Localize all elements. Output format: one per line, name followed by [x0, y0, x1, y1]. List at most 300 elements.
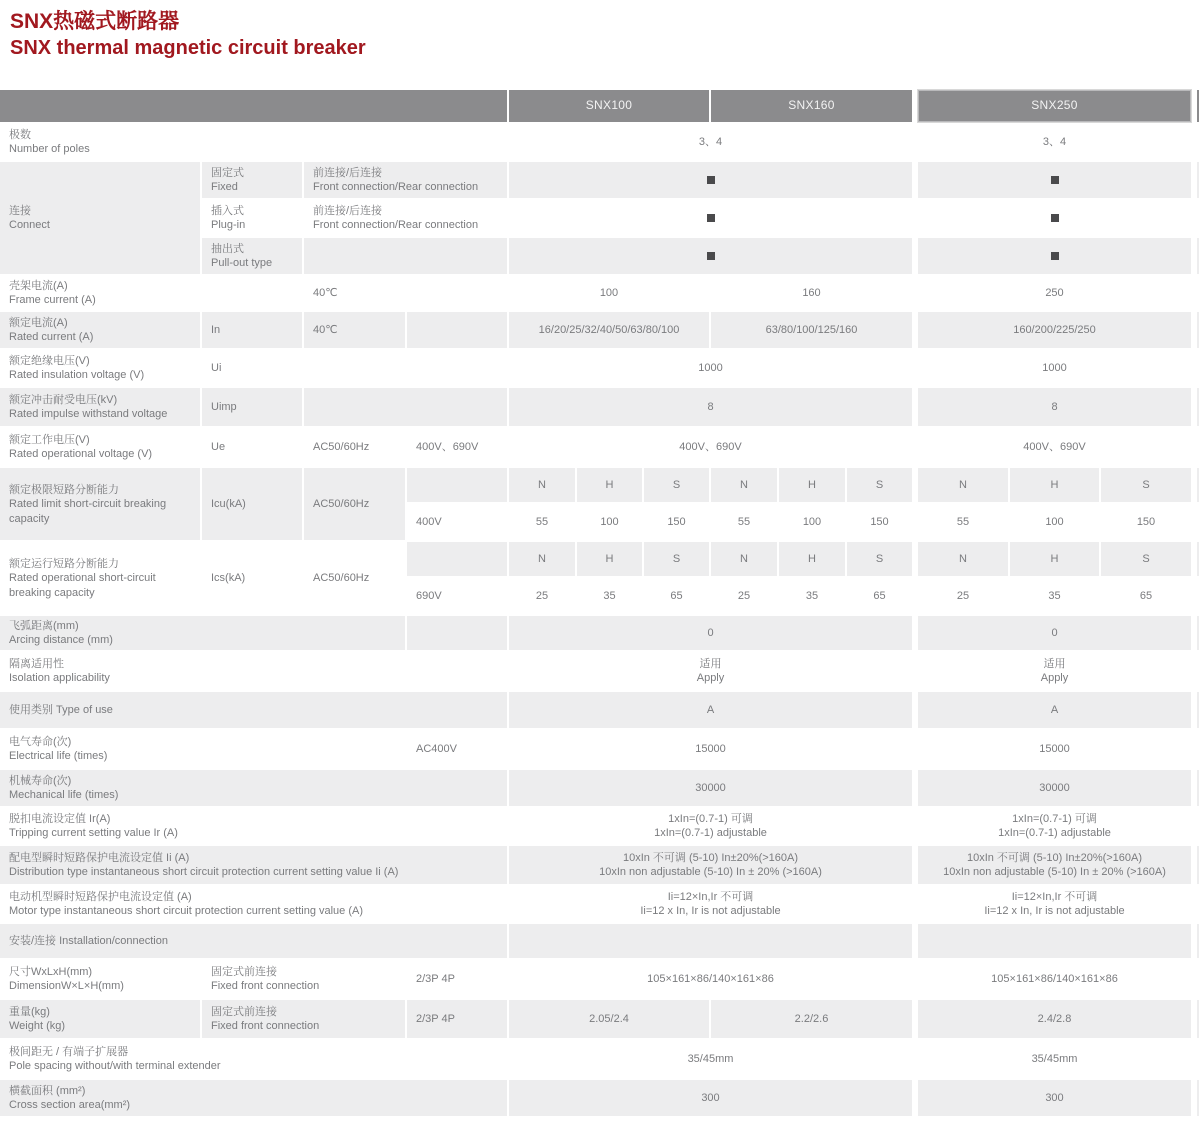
mechanical-life-label-cell: [0, 770, 507, 806]
cross-section-area-value-cell: [509, 1080, 912, 1116]
text-line: 35/45mm: [687, 1053, 734, 1066]
text-line: Fixed front connection: [211, 980, 320, 993]
text-line: N: [538, 479, 546, 492]
rated-impulse-withstand-voltage-value-cell: [509, 388, 912, 426]
empty-cell: [407, 542, 507, 576]
text-line: Rated operational short-circuit: [9, 572, 156, 585]
rated-current-value-cell: [711, 312, 912, 348]
empty-cell: [509, 924, 912, 958]
text-line: Ui: [211, 362, 222, 375]
isolation-applicability-value-cell: [509, 652, 912, 690]
connect-plug-in-label-cell: [304, 200, 507, 236]
text-line: 100: [1045, 516, 1064, 529]
text-line: Mechanical life (times): [9, 789, 119, 802]
rated-operational-voltage-value-cell: [509, 428, 912, 466]
page-title-en: SNX thermal magnetic circuit breaker: [10, 37, 366, 60]
text-line: Fixed: [211, 181, 238, 194]
pole-spacing-value-cell: [509, 1040, 912, 1078]
frame-current-value-cell: [711, 276, 912, 310]
text-line: 400V、690V: [416, 441, 479, 454]
text-line: 63/80/100/125/160: [765, 324, 858, 337]
text-line: 30000: [695, 782, 726, 795]
text-line: 前连接/后连接: [313, 166, 383, 179]
icu-400v-values-value-cell: [847, 504, 912, 540]
text-line: Weight (kg): [9, 1020, 66, 1033]
text-line: Rated limit short-circuit breaking: [9, 498, 167, 511]
icu-nhs-header-label-cell: [304, 468, 405, 540]
text-line: SNX250: [1031, 98, 1078, 113]
ics-690v-values-value-cell: [509, 578, 575, 614]
text-line: Uimp: [211, 401, 237, 414]
filled-square-icon: [1051, 214, 1059, 222]
text-line: 25: [737, 590, 751, 603]
text-line: 电气寿命(次): [9, 735, 72, 748]
text-line: 插入式: [211, 204, 244, 217]
rated-operational-voltage-value-cell: [918, 428, 1191, 466]
text-line: 8: [707, 401, 714, 414]
text-line: 3、4: [698, 136, 723, 149]
icu-400v-values-value-cell: [1010, 504, 1099, 540]
frame-current-value-cell: [918, 276, 1191, 310]
tripping-current-setting-value-cell: [918, 808, 1191, 844]
text-line: H: [808, 479, 816, 492]
text-line: 额定极限短路分断能力: [9, 483, 119, 496]
text-line: 2.4/2.8: [1037, 1013, 1072, 1026]
availability-cell: [509, 162, 912, 198]
rated-insulation-voltage-label-cell: [202, 350, 302, 386]
text-line: 1000: [698, 362, 723, 375]
empty-cell: [918, 924, 1191, 958]
text-line: 400V: [416, 516, 442, 529]
ics-nhs-header-value-cell: [711, 542, 777, 576]
weight-value-cell: [711, 1000, 912, 1038]
text-line: Ii=12×In,Ir 不可调: [667, 890, 754, 903]
text-line: Ics(kA): [211, 572, 246, 585]
motor-instantaneous-setting-value-cell: [509, 886, 912, 922]
ics-nhs-header-value-cell: [1101, 542, 1191, 576]
ics-nhs-header-value-cell: [779, 542, 845, 576]
text-line: 105×161×86/140×161×86: [647, 973, 774, 986]
connect-pull-out-label-cell: [202, 238, 302, 274]
text-line: 35: [603, 590, 616, 603]
text-line: 100: [600, 516, 619, 529]
text-line: 1000: [1042, 362, 1067, 375]
text-line: AC400V: [416, 743, 457, 756]
icu-nhs-header-label-cell: [0, 468, 200, 540]
rated-impulse-withstand-voltage-label-cell: [0, 388, 200, 426]
text-line: AC50/60Hz: [313, 572, 370, 585]
rated-current-label-cell: [202, 312, 302, 348]
text-line: 10xIn 不可调 (5-10) In±20%(>160A): [966, 851, 1143, 864]
frame-current-value-cell: [509, 276, 709, 310]
text-line: Rated impulse withstand voltage: [9, 408, 168, 421]
text-line: Front connection/Rear connection: [313, 219, 479, 232]
ics-690v-values-value-cell: [711, 578, 777, 614]
availability-cell: [509, 200, 912, 236]
text-line: N: [740, 479, 748, 492]
text-line: 极间距无 / 有端子扩展器: [9, 1045, 129, 1058]
empty-cell: [407, 616, 507, 650]
ics-690v-values-value-cell: [918, 578, 1008, 614]
text-line: S: [1142, 479, 1150, 492]
arcing-distance-value-cell: [918, 616, 1191, 650]
rated-current-label-cell: [304, 312, 405, 348]
dimension-label-cell: [407, 960, 507, 998]
text-line: 壳架电流(A): [9, 279, 68, 292]
text-line: Pole spacing without/with terminal extender: [9, 1060, 221, 1073]
connect-fixed-label-cell: [202, 162, 302, 198]
availability-cell: [918, 162, 1191, 198]
text-line: AC50/60Hz: [313, 498, 370, 511]
type-of-use-value-cell: [918, 692, 1191, 728]
text-line: Rated operational voltage (V): [9, 448, 153, 461]
rated-current-value-cell: [918, 312, 1191, 348]
dimension-label-cell: [202, 960, 405, 998]
text-line: 机械寿命(次): [9, 774, 72, 787]
text-line: Pull-out type: [211, 257, 273, 270]
text-line: S: [875, 479, 884, 492]
icu-400v-values-label-cell: [407, 504, 507, 540]
arcing-distance-value-cell: [509, 616, 912, 650]
rated-insulation-voltage-value-cell: [918, 350, 1191, 386]
text-line: 前连接/后连接: [313, 204, 383, 217]
text-line: 35/45mm: [1031, 1053, 1078, 1066]
connect-fixed-label-cell: [304, 162, 507, 198]
text-line: Connect: [9, 219, 50, 232]
icu-nhs-header-value-cell: [509, 468, 575, 502]
electrical-life-value-cell: [918, 730, 1191, 768]
installation-connection-label-cell: [0, 924, 507, 958]
text-line: 15000: [1039, 743, 1070, 756]
text-line: SNX100: [585, 98, 633, 113]
cross-section-area-value-cell: [918, 1080, 1191, 1116]
text-line: 1xIn=(0.7-1) 可调: [668, 812, 753, 825]
text-line: 65: [670, 590, 683, 603]
text-line: 10xIn 不可调 (5-10) In±20%(>160A): [622, 851, 799, 864]
text-line: 固定式: [211, 166, 244, 179]
number-of-poles-value-cell: [918, 124, 1191, 160]
electrical-life-value-cell: [509, 730, 912, 768]
text-line: 隔离适用性: [9, 657, 64, 670]
text-line: 100: [599, 287, 619, 300]
ics-690v-values-value-cell: [847, 578, 912, 614]
text-line: 10xIn non adjustable (5-10) In ± 20% (>160A): [943, 866, 1166, 879]
text-line: Plug-in: [211, 219, 246, 232]
ics-nhs-header-value-cell: [1010, 542, 1099, 576]
text-line: 2.05/2.4: [589, 1013, 629, 1026]
text-line: Fixed front connection: [211, 1020, 320, 1033]
empty-cell: [304, 350, 507, 386]
rated-impulse-withstand-voltage-value-cell: [918, 388, 1191, 426]
text-line: N: [959, 553, 967, 566]
text-line: 400V、690V: [1023, 441, 1086, 454]
text-line: 65: [873, 590, 886, 603]
text-line: 400V、690V: [679, 441, 742, 454]
text-line: 40℃: [313, 287, 338, 300]
text-line: DimensionW×L×H(mm): [9, 980, 124, 993]
column-header-snx250: [918, 90, 1191, 122]
text-line: Frame current (A): [9, 294, 96, 307]
type-of-use-value-cell: [509, 692, 912, 728]
empty-cell: [304, 388, 507, 426]
text-line: H: [808, 553, 816, 566]
text-line: Ii=12×In,Ir 不可调: [1011, 890, 1098, 903]
cross-section-area-label-cell: [0, 1080, 507, 1116]
availability-cell: [509, 238, 912, 274]
icu-400v-values-value-cell: [577, 504, 642, 540]
arcing-distance-label-cell: [0, 616, 405, 650]
text-line: 55: [535, 516, 549, 529]
empty-cell: [407, 312, 507, 348]
connect-plug-in-label-cell: [202, 200, 302, 236]
text-line: 30000: [1039, 782, 1070, 795]
text-line: A: [706, 704, 715, 717]
distribution-instantaneous-setting-value-cell: [918, 846, 1191, 884]
dimension-label-cell: [0, 960, 200, 998]
text-line: N: [538, 553, 546, 566]
text-line: Isolation applicability: [9, 672, 110, 685]
weight-value-cell: [918, 1000, 1191, 1038]
text-line: 40℃: [313, 324, 338, 337]
weight-label-cell: [407, 1000, 507, 1038]
rated-current-value-cell: [509, 312, 709, 348]
text-line: 25: [956, 590, 970, 603]
distribution-instantaneous-setting-label-cell: [0, 846, 507, 884]
pole-spacing-value-cell: [918, 1040, 1191, 1078]
text-line: AC50/60Hz: [313, 441, 370, 454]
text-line: 额定工作电压(V): [9, 433, 90, 446]
text-line: 150: [667, 516, 686, 529]
rated-insulation-voltage-label-cell: [0, 350, 200, 386]
empty-cell: [407, 276, 507, 310]
text-line: 额定电流(A): [9, 316, 68, 329]
text-line: 300: [701, 1092, 720, 1105]
text-line: N: [740, 553, 748, 566]
text-line: 0: [1051, 627, 1058, 640]
mechanical-life-value-cell: [509, 770, 912, 806]
ics-690v-values-value-cell: [1101, 578, 1191, 614]
icu-nhs-header-value-cell: [711, 468, 777, 502]
text-line: H: [1050, 553, 1059, 566]
text-line: Tripping current setting value Ir (A): [9, 827, 178, 840]
text-line: 抽出式: [211, 242, 244, 255]
text-line: 1xIn=(0.7-1) adjustable: [998, 827, 1111, 840]
weight-value-cell: [509, 1000, 709, 1038]
text-line: 固定式前连接: [211, 965, 277, 978]
ics-nhs-header-label-cell: [304, 542, 405, 614]
text-line: Icu(kA): [211, 498, 246, 511]
filled-square-icon: [1051, 176, 1059, 184]
tripping-current-setting-value-cell: [509, 808, 912, 844]
empty-cell: [407, 468, 507, 502]
text-line: 25: [535, 590, 549, 603]
rated-insulation-voltage-value-cell: [509, 350, 912, 386]
ics-nhs-header-value-cell: [847, 542, 912, 576]
text-line: Motor type instantaneous short circuit protection current setting value (A): [9, 905, 364, 918]
filled-square-icon: [1051, 252, 1059, 260]
text-line: 适用: [1043, 657, 1066, 670]
header-blank-cell: [0, 90, 507, 122]
ics-nhs-header-value-cell: [577, 542, 642, 576]
text-line: 55: [737, 516, 751, 529]
text-line: S: [672, 553, 681, 566]
text-line: Distribution type instantaneous short circuit protection current setting value Ii (A): [9, 866, 399, 879]
text-line: H: [605, 553, 614, 566]
frame-current-label-cell: [304, 276, 405, 310]
text-line: SNX160: [788, 98, 835, 113]
text-line: capacity: [9, 512, 50, 525]
text-line: breaking capacity: [9, 586, 95, 599]
text-line: 150: [1136, 516, 1156, 529]
type-of-use-label-cell: [0, 692, 507, 728]
text-line: 35: [1048, 590, 1061, 603]
ics-690v-values-value-cell: [577, 578, 642, 614]
ics-nhs-header-value-cell: [918, 542, 1008, 576]
text-line: H: [1050, 479, 1059, 492]
text-line: 8: [1051, 401, 1058, 414]
filled-square-icon: [707, 214, 715, 222]
electrical-life-label-cell: [0, 730, 405, 768]
text-line: 160: [802, 287, 821, 300]
motor-instantaneous-setting-value-cell: [918, 886, 1191, 922]
availability-cell: [918, 238, 1191, 274]
weight-label-cell: [0, 1000, 200, 1038]
filled-square-icon: [707, 176, 715, 184]
text-line: S: [1142, 553, 1150, 566]
icu-nhs-header-value-cell: [779, 468, 845, 502]
ics-690v-values-label-cell: [407, 578, 507, 614]
rated-operational-voltage-label-cell: [0, 428, 200, 466]
pole-spacing-label-cell: [0, 1040, 507, 1078]
spec-table: [0, 90, 1199, 1116]
weight-label-cell: [202, 1000, 405, 1038]
column-header-snx160: [711, 90, 912, 122]
text-line: Number of poles: [9, 143, 90, 156]
page-title-block: [0, 0, 1199, 61]
icu-nhs-header-value-cell: [1010, 468, 1099, 502]
text-line: 35: [805, 590, 819, 603]
availability-cell: [918, 200, 1191, 236]
text-line: 150: [870, 516, 889, 529]
text-line: S: [672, 479, 681, 492]
text-line: 配电型瞬时短路保护电流设定值 Ii (A): [9, 851, 190, 864]
icu-nhs-header-value-cell: [577, 468, 642, 502]
tripping-current-setting-label-cell: [0, 808, 507, 844]
icu-400v-values-value-cell: [918, 504, 1008, 540]
text-line: 脱扣电流设定值 Ir(A): [9, 812, 111, 825]
isolation-applicability-value-cell: [918, 652, 1191, 690]
icu-400v-values-value-cell: [1101, 504, 1191, 540]
ics-nhs-header-label-cell: [202, 542, 302, 614]
text-line: 16/20/25/32/40/50/63/80/100: [538, 324, 680, 337]
icu-nhs-header-label-cell: [202, 468, 302, 540]
icu-nhs-header-value-cell: [918, 468, 1008, 502]
text-line: 2/3P 4P: [416, 973, 455, 986]
empty-cell: [304, 238, 507, 274]
text-line: 飞弧距离(mm): [9, 619, 79, 632]
dimension-value-cell: [918, 960, 1191, 998]
ics-nhs-header-value-cell: [509, 542, 575, 576]
text-line: 重量(kg): [9, 1005, 50, 1018]
mechanical-life-value-cell: [918, 770, 1191, 806]
text-line: 横截面积 (mm²): [9, 1084, 86, 1097]
electrical-life-label-cell: [407, 730, 507, 768]
ics-690v-values-value-cell: [779, 578, 845, 614]
text-line: 250: [1045, 287, 1064, 300]
text-line: N: [959, 479, 967, 492]
text-line: 适用: [699, 657, 722, 670]
text-line: 连接: [9, 204, 31, 217]
text-line: 极数: [9, 128, 31, 141]
icu-nhs-header-value-cell: [847, 468, 912, 502]
text-line: Front connection/Rear connection: [313, 181, 479, 194]
text-line: 55: [956, 516, 970, 529]
connect-fixed-label-cell: [0, 162, 200, 274]
text-line: 10xIn non adjustable (5-10) In ± 20% (>160A): [599, 866, 822, 879]
text-line: 额定绝缘电压(V): [9, 354, 90, 367]
rated-impulse-withstand-voltage-label-cell: [202, 388, 302, 426]
rated-operational-voltage-label-cell: [407, 428, 507, 466]
text-line: 使用类别 Type of use: [9, 704, 113, 717]
text-line: Ii=12 x In, Ir is not adjustable: [640, 905, 781, 918]
text-line: 300: [1045, 1092, 1064, 1105]
text-line: 3、4: [1042, 136, 1067, 149]
text-line: In: [211, 324, 221, 337]
rated-operational-voltage-label-cell: [202, 428, 302, 466]
motor-instantaneous-setting-label-cell: [0, 886, 507, 922]
text-line: 1xIn=(0.7-1) adjustable: [654, 827, 767, 840]
text-line: Electrical life (times): [9, 750, 108, 763]
dimension-value-cell: [509, 960, 912, 998]
page-title-zh: SNX热磁式断路器: [10, 10, 180, 33]
icu-400v-values-value-cell: [644, 504, 709, 540]
rated-current-label-cell: [0, 312, 200, 348]
ics-690v-values-value-cell: [1010, 578, 1099, 614]
text-line: Apply: [1040, 672, 1069, 685]
text-line: Ue: [211, 441, 226, 454]
text-line: 0: [707, 627, 714, 640]
text-line: 15000: [695, 743, 726, 756]
text-line: Rated current (A): [9, 331, 94, 344]
rated-operational-voltage-label-cell: [304, 428, 405, 466]
text-line: Rated insulation voltage (V): [9, 369, 145, 382]
text-line: 额定冲击耐受电压(kV): [9, 393, 118, 406]
text-line: Arcing distance (mm): [9, 634, 113, 647]
text-line: 105×161×86/140×161×86: [991, 973, 1118, 986]
text-line: 65: [1139, 590, 1153, 603]
distribution-instantaneous-setting-value-cell: [509, 846, 912, 884]
icu-400v-values-value-cell: [711, 504, 777, 540]
text-line: 额定运行短路分断能力: [9, 557, 119, 570]
icu-nhs-header-value-cell: [1101, 468, 1191, 502]
text-line: 固定式前连接: [211, 1005, 277, 1018]
text-line: 2/3P 4P: [416, 1013, 455, 1026]
text-line: 100: [802, 516, 822, 529]
text-line: 160/200/225/250: [1013, 324, 1096, 337]
text-line: 安装/连接 Installation/connection: [9, 935, 168, 948]
number-of-poles-label-cell: [0, 124, 507, 160]
ics-690v-values-value-cell: [644, 578, 709, 614]
number-of-poles-value-cell: [509, 124, 912, 160]
icu-400v-values-value-cell: [509, 504, 575, 540]
icu-400v-values-value-cell: [779, 504, 845, 540]
text-line: 电动机型瞬时短路保护电流设定值 (A): [9, 890, 192, 903]
isolation-applicability-label-cell: [0, 652, 507, 690]
column-header-snx100: [509, 90, 709, 122]
text-line: 690V: [416, 590, 442, 603]
filled-square-icon: [707, 252, 715, 260]
text-line: 1xIn=(0.7-1) 可调: [1012, 812, 1097, 825]
